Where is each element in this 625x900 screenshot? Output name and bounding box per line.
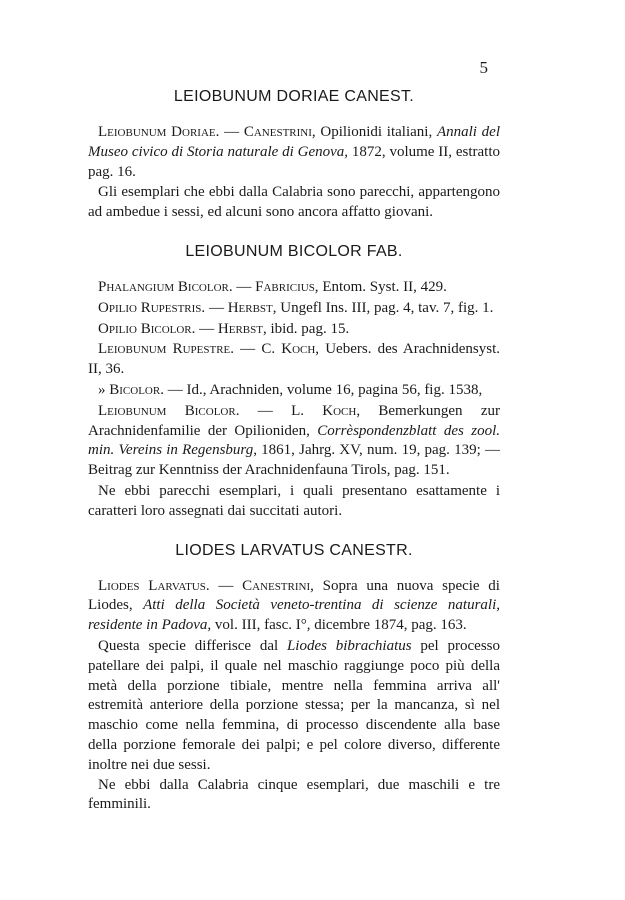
entry-author: Canestrini, bbox=[243, 124, 316, 140]
citation-entry bbox=[88, 340, 500, 380]
citation-entry bbox=[88, 402, 500, 481]
entry-text: Bemerkungen zur Arachnidenfamilie der Opilioniden, bbox=[88, 402, 500, 439]
entry-author: Canestrini, bbox=[242, 577, 314, 594]
section-title-leiobunum-bicolor: LEIOBUNUM BICOLOR FAB. bbox=[185, 242, 403, 260]
entry-journal: Atti della Società veneto-trentina di scienze naturali, residente in Padova, bbox=[88, 597, 500, 634]
entry-name: Leiobunum Bicolor. bbox=[98, 402, 240, 419]
page-content bbox=[88, 60, 500, 815]
entry-text: — L. bbox=[239, 402, 323, 419]
citation-entry bbox=[88, 577, 500, 636]
entry-text: — bbox=[219, 124, 244, 140]
entry-text: — C. bbox=[234, 341, 282, 358]
entry-author: Koch, bbox=[322, 402, 361, 419]
entry-text: Entom. Syst. II, 429. bbox=[318, 278, 447, 295]
entry-text: Sopra una nuova specie di Liodes, bbox=[88, 577, 500, 614]
citation-entry bbox=[88, 278, 500, 298]
entry-name: Liodes Larvatus. bbox=[98, 577, 210, 594]
citation-entry bbox=[88, 381, 500, 401]
entry-text: Uebers. des Arachnidensyst. II, 36. bbox=[88, 341, 500, 378]
entry-text: — bbox=[195, 320, 218, 337]
entry-text: — bbox=[209, 577, 243, 594]
citation-entry bbox=[88, 123, 500, 182]
entry-journal: Annali del Museo civico di Storia naturale di Genova, bbox=[88, 124, 500, 160]
entry-text: — bbox=[232, 278, 256, 295]
entry-name: Leiobunum Doriae. bbox=[98, 124, 220, 140]
body-text: Questa specie differisce dal bbox=[98, 637, 287, 654]
entry-name: Phalangium Bicolor. bbox=[98, 278, 233, 295]
entry-name: » Bicolor. bbox=[98, 381, 164, 398]
entry-text: Ungefl Ins. III, pag. 4, tav. 7, fig. 1. bbox=[276, 299, 494, 316]
entry-text: 1861, Jahrg. XV, num. 19, pag. 139; — Beitrag zur Kenntniss der Arachnidenfauna Tirols, pag. 151. bbox=[88, 442, 500, 479]
entry-journal: Corrèspondenzblatt des zool. min. Vereins in Regensburg, bbox=[88, 422, 500, 459]
entry-text: — bbox=[163, 381, 187, 398]
page-number: 5 bbox=[479, 58, 488, 77]
entry-author: Herbst, bbox=[227, 299, 277, 316]
citation-entry bbox=[88, 320, 500, 340]
section-title-leiobunum-doriae: LEIOBUNUM DORIAE CANEST. bbox=[173, 88, 415, 105]
entry-author: Herbst, bbox=[217, 320, 267, 337]
entry-text: Opilionidi italiani, bbox=[315, 124, 437, 140]
entry-text: 1872, volume II, estratto pag. 16. bbox=[88, 143, 500, 180]
entry-name: Leiobunum Rupestre. bbox=[98, 341, 235, 358]
entry-name: Opilio Rupestris. bbox=[98, 299, 206, 316]
body-paragraph: Gli esemplari che ebbi dalla Calabria sono parecchi, appartengono ad ambedue i sessi, ed alcuni sono ancora affatto giovani. bbox=[88, 184, 500, 221]
body-paragraph: Ne ebbi parecchi esemplari, i quali presentano esattamente i caratteri loro assegnati dai succitati autori. bbox=[88, 482, 500, 519]
section-title-liodes-larvatus: LIODES LARVATUS CANESTR. bbox=[175, 541, 413, 559]
species-name: Liodes bibrachiatus bbox=[286, 637, 412, 654]
body-paragraph: Ne ebbi dalla Calabria cinque esemplari, due maschili e tre femminili. bbox=[88, 776, 500, 813]
entry-name: Opilio Bicolor. bbox=[98, 320, 196, 337]
entry-text: ibid. pag. 15. bbox=[266, 320, 350, 337]
citation-entry bbox=[88, 299, 500, 319]
entry-text: Id., Arachniden, volume 16, pagina 56, fig. 1538, bbox=[186, 381, 483, 398]
body-paragraph bbox=[88, 637, 500, 776]
body-text: pel processo patellare dei palpi, il quale nel maschio raggiunge poco più della metà della porzione tibiale, mentre nella femmina arriva all' estremità anteriore della porzione stessa; per la mancanza, sì nel maschio come nella femmina, di processo discendente alla base della porzione femorale dei palpi; e pel colore diverso, differente inoltre nei due sessi. bbox=[88, 637, 500, 773]
entry-author: Fabricius, bbox=[255, 278, 319, 295]
entry-author: Koch, bbox=[281, 341, 320, 358]
entry-text: — bbox=[205, 299, 228, 316]
entry-text: vol. III, fasc. I°, dicembre 1874, pag. 163. bbox=[211, 617, 467, 634]
